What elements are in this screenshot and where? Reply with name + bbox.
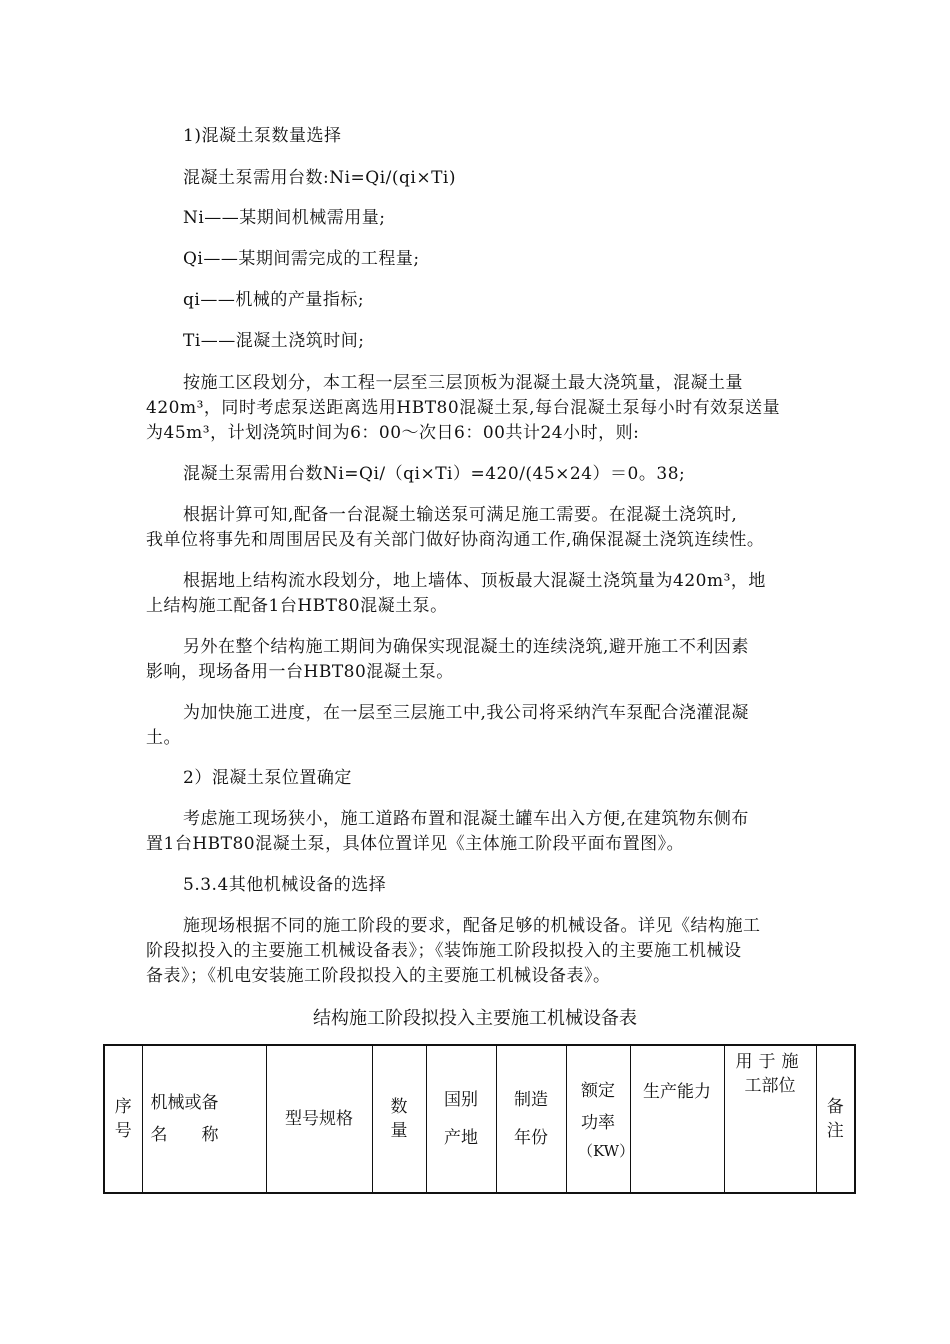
paragraph-10-line-2: 上结构施工配备1台HBT80混凝土泵。: [146, 596, 448, 616]
paragraph-13: 2）混凝土泵位置确定: [183, 768, 352, 788]
paragraph-9-line-2: 我单位将事先和周围居民及有关部门做好协商沟通工作,确保混凝土浇筑连续性。: [146, 530, 765, 550]
paragraph-16-line-2: 阶段拟投入的主要施工机械设备表》；《装饰施工阶段拟投入的主要施工机械设: [146, 941, 742, 961]
paragraph-14-line-2: 置1台HBT80混凝土泵，具体位置详见《主体施工阶段平面布置图》。: [146, 834, 685, 854]
paragraph-12-line-2: 土。: [146, 728, 181, 748]
header-origin: 国别产地: [426, 1045, 496, 1193]
header-equipment-name: 机械或备 名 称: [142, 1045, 266, 1193]
paragraph-11-line-1: 另外在整个结构施工期间为确保实现混凝土的连续浇筑,避开施工不利因素: [183, 637, 749, 657]
header-manufacture-year: 制造年份: [496, 1045, 566, 1193]
paragraph-12-line-1: 为加快施工进度，在一层至三层施工中,我公司将采纳汽车泵配合浇灌混凝: [183, 703, 749, 723]
paragraph-7-line-3: 为45m³，计划浇筑时间为6：00～次日6：00共计24小时，则:: [146, 423, 640, 443]
table-header-row: [104, 1045, 855, 1193]
header-remarks: 备注: [816, 1045, 855, 1193]
equipment-table: [103, 1044, 856, 1194]
paragraph-7-line-1: 按施工区段划分，本工程一层至三层顶板为混凝土最大浇筑量，混凝土量: [183, 373, 743, 393]
header-model-spec: 型号规格: [266, 1045, 372, 1193]
paragraph-7-line-2: 420m³，同时考虑泵送距离选用HBT80混凝土泵,每台混凝土泵每小时有效泵送量: [146, 398, 781, 418]
paragraph-6: Ti——混凝土浇筑时间;: [183, 331, 365, 351]
paragraph-8: 混凝土泵需用台数Ni=Qi/（qi×Ti）=420/(45×24）＝0。38;: [183, 464, 686, 484]
header-usage-location: 用于施 工部位: [724, 1045, 816, 1193]
section-heading-5-3-4: 5.3.4其他机械设备的选择: [183, 875, 387, 895]
paragraph-4: Qi——某期间需完成的工程量;: [183, 249, 420, 269]
header-capacity: 生产能力: [630, 1045, 724, 1193]
paragraph-2: 混凝土泵需用台数:Ni=Qi/(qi×Ti): [183, 168, 456, 188]
header-rated-power: 额定 功率 （KW）: [566, 1045, 630, 1193]
paragraph-3: Ni——某期间机械需用量;: [183, 208, 386, 228]
paragraph-5: qi——机械的产量指标;: [183, 290, 365, 310]
header-index: 序号: [104, 1045, 142, 1193]
paragraph-1: 1)混凝土泵数量选择: [183, 126, 342, 146]
header-quantity: 数量: [372, 1045, 426, 1193]
paragraph-14-line-1: 考虑施工现场狭小，施工道路布置和混凝土罐车出入方便,在建筑物东侧布: [183, 809, 749, 829]
table-title: 结构施工阶段拟投入主要施工机械设备表: [313, 1008, 637, 1029]
paragraph-9-line-1: 根据计算可知,配备一台混凝土输送泵可满足施工需要。在混凝土浇筑时,: [183, 505, 738, 525]
paragraph-16-line-1: 施现场根据不同的施工阶段的要求，配备足够的机械设备。详见《结构施工: [183, 916, 761, 936]
paragraph-16-line-3: 备表》；《机电安装施工阶段拟投入的主要施工机械设备表》。: [146, 966, 611, 986]
paragraph-10-line-1: 根据地上结构流水段划分，地上墙体、顶板最大混凝土浇筑量为420m³，地: [183, 571, 766, 591]
paragraph-11-line-2: 影响，现场备用一台HBT80混凝土泵。: [146, 662, 454, 682]
